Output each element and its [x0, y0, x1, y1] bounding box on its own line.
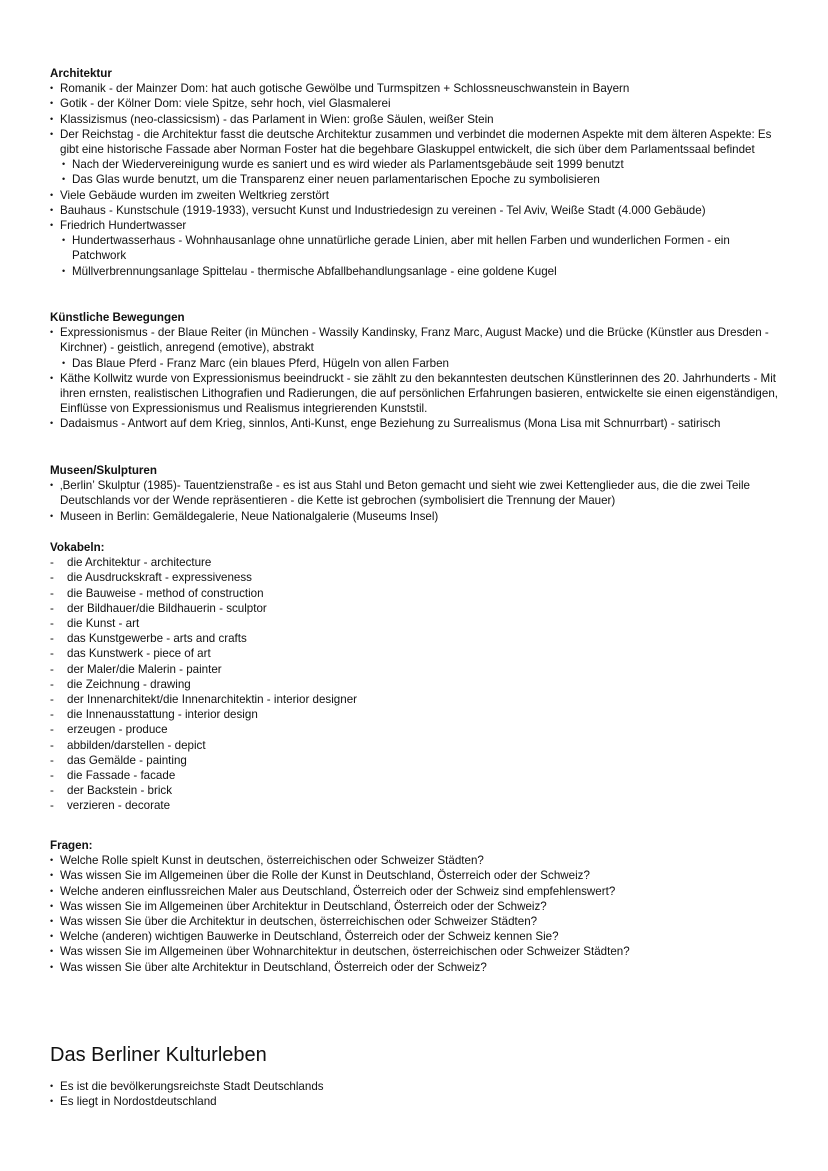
list-item: • Viele Gebäude wurden im zweiten Weltkrieg zerstört [50, 188, 780, 203]
question-item: • Welche (anderen) wichtigen Bauwerke in Deutschland, Österreich oder der Schweiz kennen Sie? [50, 929, 780, 944]
section-fragen [50, 838, 780, 975]
section-heading: Museen/Skulpturen [50, 464, 157, 477]
section-berliner-kulturleben [50, 1042, 780, 1109]
vocab-item: - die Kunst - art [50, 616, 780, 631]
vocab-item: - der Innenarchitekt/die Innenarchitektin - interior designer [50, 692, 780, 707]
vocab-item: - die Bauweise - method of construction [50, 586, 780, 601]
vocab-item: - die Ausdruckskraft - expressiveness [50, 570, 780, 585]
section-heading: Vokabeln: [50, 541, 105, 554]
question-item: • Welche anderen einflussreichen Maler aus Deutschland, Österreich oder der Schweiz sind empfehlenswert? [50, 884, 780, 899]
sub-list-item: • Müllverbrennungsanlage Spittelau - thermische Abfallbehandlungsanlage - eine goldene Kugel [50, 264, 780, 279]
bullet-list [50, 1079, 780, 1109]
list-item: • Es ist die bevölkerungsreichste Stadt Deutschlands [50, 1079, 780, 1094]
list-item: • Bauhaus - Kunstschule (1919-1933), versucht Kunst und Industriedesign zu vereinen - Tel Aviv, Weiße Stadt (4.000 Gebäude) [50, 203, 780, 218]
question-item: • Was wissen Sie im Allgemeinen über die Rolle der Kunst in Deutschland, Österreich oder der Schweiz? [50, 868, 780, 883]
vocab-item: - die Architektur - architecture [50, 555, 780, 570]
section-heading: Fragen: [50, 839, 93, 852]
vocab-item: - das Kunstgewerbe - arts and crafts [50, 631, 780, 646]
list-item: • ‚Berlin’ Skulptur (1985)- Tauentzienstraße - es ist aus Stahl und Beton gemacht und sieht wie zwei Kettenglieder aus, die die zwei Teile Deutschlands vor der Wende repräsentieren - die Kette ist gebrochen (symbolisiert die Trennung der Mauer) [50, 478, 780, 508]
list-item: • Klassizismus (neo-classicsism) - das Parlament in Wien: große Säulen, weißer Stein [50, 112, 780, 127]
vocab-item: - der Backstein - brick [50, 783, 780, 798]
vocab-item: - das Kunstwerk - piece of art [50, 646, 780, 661]
question-item: • Was wissen Sie über alte Architektur in Deutschland, Österreich oder der Schweiz? [50, 960, 780, 975]
vocab-item: - die Fassade - facade [50, 768, 780, 783]
list-item: • Käthe Kollwitz wurde von Expressionismus beeindruckt - sie zählt zu den bekanntesten deutschen Künstlerinnen des 20. Jahrhunderts - Mit ihren ernsten, realistischen Lithografien und Radierungen, die auf persönlichen Erfahrungen basieren, entwickelte sie einen eigenständigen, Einflüsse von Expressionismus und Realismus integrierenden Kunststil. [50, 371, 780, 417]
question-list [50, 853, 780, 975]
vocab-item: - der Maler/die Malerin - painter [50, 662, 780, 677]
vocab-item: - das Gemälde - painting [50, 753, 780, 768]
vocab-item: - die Innenausstattung - interior design [50, 707, 780, 722]
list-item: • Expressionismus - der Blaue Reiter (in München - Wassily Kandinsky, Franz Marc, August Macke) und die Brücke (Künstler aus Dresden - Kirchner) - geistlich, anregend (emotive), abstrakt [50, 325, 780, 355]
sub-list-item: • Hundertwasserhaus - Wohnhausanlage ohne unnatürliche gerade Linien, aber mit hellen Farben und wunderlichen Formen - ein Patchwork [50, 233, 780, 263]
question-item: • Was wissen Sie über die Architektur in deutschen, österreichischen oder Schweizer Städten? [50, 914, 780, 929]
sub-list-item: • Das Glas wurde benutzt, um die Transparenz einer neuen parlamentarischen Epoche zu symbolisieren [50, 172, 780, 187]
page-title: Das Berliner Kulturleben [50, 1044, 267, 1066]
sub-list-item: • Das Blaue Pferd - Franz Marc (ein blaues Pferd, Hügeln von allen Farben [50, 356, 780, 371]
question-item: • Was wissen Sie im Allgemeinen über Architektur in Deutschland, Österreich oder der Schweiz? [50, 899, 780, 914]
list-item: • Der Reichstag - die Architektur fasst die deutsche Architektur zusammen und verbindet die modernen Aspekte mit dem älteren Aspekte: Es gibt eine historische Fassade aber Norman Foster hat die begehbare Glaskuppel entwickelt, die sich über dem Parlamentssaal befindet [50, 127, 780, 157]
section-vokabeln [50, 540, 780, 814]
vocabulary-list [50, 555, 780, 813]
question-item: • Welche Rolle spielt Kunst in deutschen, österreichischen oder Schweizer Städten? [50, 853, 780, 868]
list-item: • Romanik - der Mainzer Dom: hat auch gotische Gewölbe und Turmspitzen + Schlossneuschwanstein in Bayern [50, 81, 780, 96]
bullet-list [50, 325, 780, 431]
list-item: • Gotik - der Kölner Dom: viele Spitze, sehr hoch, viel Glasmalerei [50, 96, 780, 111]
section-heading: Architektur [50, 67, 112, 80]
list-item: • Friedrich Hundertwasser [50, 218, 780, 233]
bullet-list [50, 478, 780, 524]
list-item: • Museen in Berlin: Gemäldegalerie, Neue Nationalgalerie (Museums Insel) [50, 509, 780, 524]
section-museen [50, 463, 780, 524]
vocab-item: - die Zeichnung - drawing [50, 677, 780, 692]
bullet-list [50, 81, 780, 279]
vocab-item: - erzeugen - produce [50, 722, 780, 737]
section-heading: Künstliche Bewegungen [50, 311, 185, 324]
vocab-item: - verzieren - decorate [50, 798, 780, 813]
section-architektur [50, 66, 780, 279]
list-item: • Es liegt in Nordostdeutschland [50, 1094, 780, 1109]
section-kunst [50, 310, 780, 432]
question-item: • Was wissen Sie im Allgemeinen über Wohnarchitektur in deutschen, österreichischen oder Schweizer Städten? [50, 944, 780, 959]
vocab-item: - der Bildhauer/die Bildhauerin - sculptor [50, 601, 780, 616]
list-item: • Dadaismus - Antwort auf dem Krieg, sinnlos, Anti-Kunst, enge Beziehung zu Surrealismus (Mona Lisa mit Schnurrbart) - satirisch [50, 416, 780, 431]
sub-list-item: • Nach der Wiedervereinigung wurde es saniert und es wird wieder als Parlamentsgebäude seit 1999 benutzt [50, 157, 780, 172]
vocab-item: - abbilden/darstellen - depict [50, 738, 780, 753]
